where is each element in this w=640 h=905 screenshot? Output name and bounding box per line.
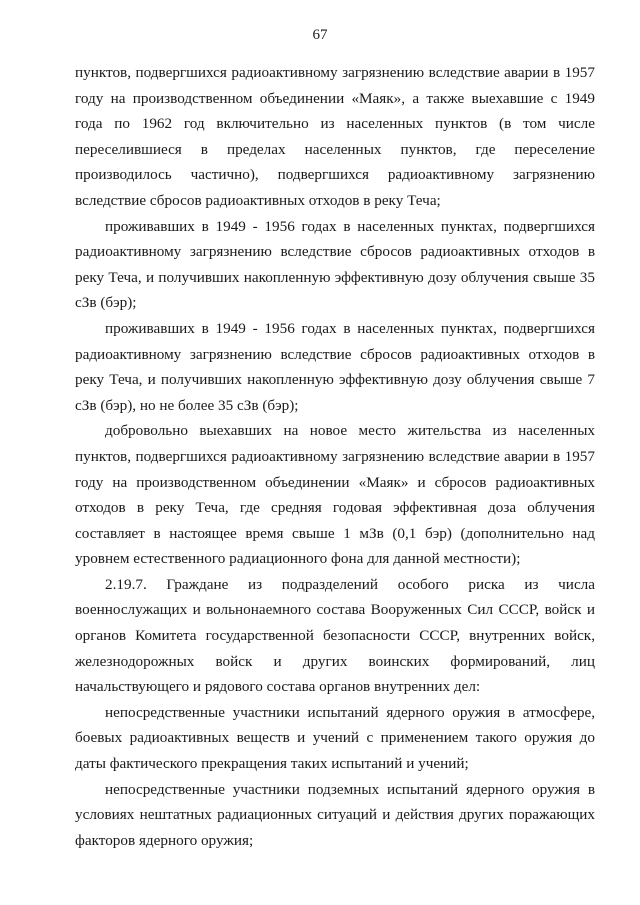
paragraph-item: проживавших в 1949 - 1956 годах в населенных пунктах, подвергшихся радиоактивному загрязнению вследствие сбросов радиоактивных отходов в реку Теча, и получивших накопленную эффективную дозу облучения свыше 7 сЗв (бэр), но не более 35 сЗв (бэр); — [75, 319, 595, 414]
paragraph-item: непосредственные участники подземных испытаний ядерного оружия в условиях нештатных радиационных ситуаций и действия других поражающих факторов ядерного оружия; — [75, 780, 595, 849]
paragraph-continuation: пунктов, подвергшихся радиоактивному загрязнению вследствие аварии в 1957 году на производственном объединении «Маяк», а также выехавшие с 1949 года по 1962 год включительно из населенных пунктов (в том числе переселившиеся в пределах населенных пунктов, где переселение производилось частично), подвергшихся радиоактивному загрязнению вследствие сбросов радиоактивных отходов в реку Теча; — [75, 64, 595, 209]
paragraph-item: добровольно выехавших на новое место жительства из населенных пунктов, подвергшихся радиоактивному загрязнению вследствие аварии в 1957 году на производственном объединении «Маяк» и сбросов радиоактивных отходов в реку Теча, где средняя годовая эффективная доза облучения составляет в настоящее время свыше 1 мЗв (0,1 бэр) (дополнительно над уровнем естественного радиационного фона для данной местности); — [75, 422, 595, 568]
page-number: 67 — [312, 27, 328, 43]
paragraph-item: проживавших в 1949 - 1956 годах в населенных пунктах, подвергшихся радиоактивному загрязнению вследствие сбросов радиоактивных отходов в реку Теча, и получивших накопленную эффективную дозу облучения свыше 35 сЗв (бэр); — [75, 217, 595, 312]
paragraph-item: непосредственные участники испытаний ядерного оружия в атмосфере, боевых радиоактивных веществ и учений с применением такого оружия до даты фактического прекращения таких испытаний и учений; — [75, 703, 595, 773]
document-body — [75, 60, 595, 853]
paragraph-section-2-19-7: 2.19.7. Граждане из подразделений особого риска из числа военнослужащих и вольнонаемного состава Вооруженных Сил СССР, войск и органов Комитета государственной безопасности СССР, внутренних войск, железнодорожных войск и других воинских формирований, лиц начальствующего и рядового состава органов внутренних дел: — [75, 575, 595, 696]
